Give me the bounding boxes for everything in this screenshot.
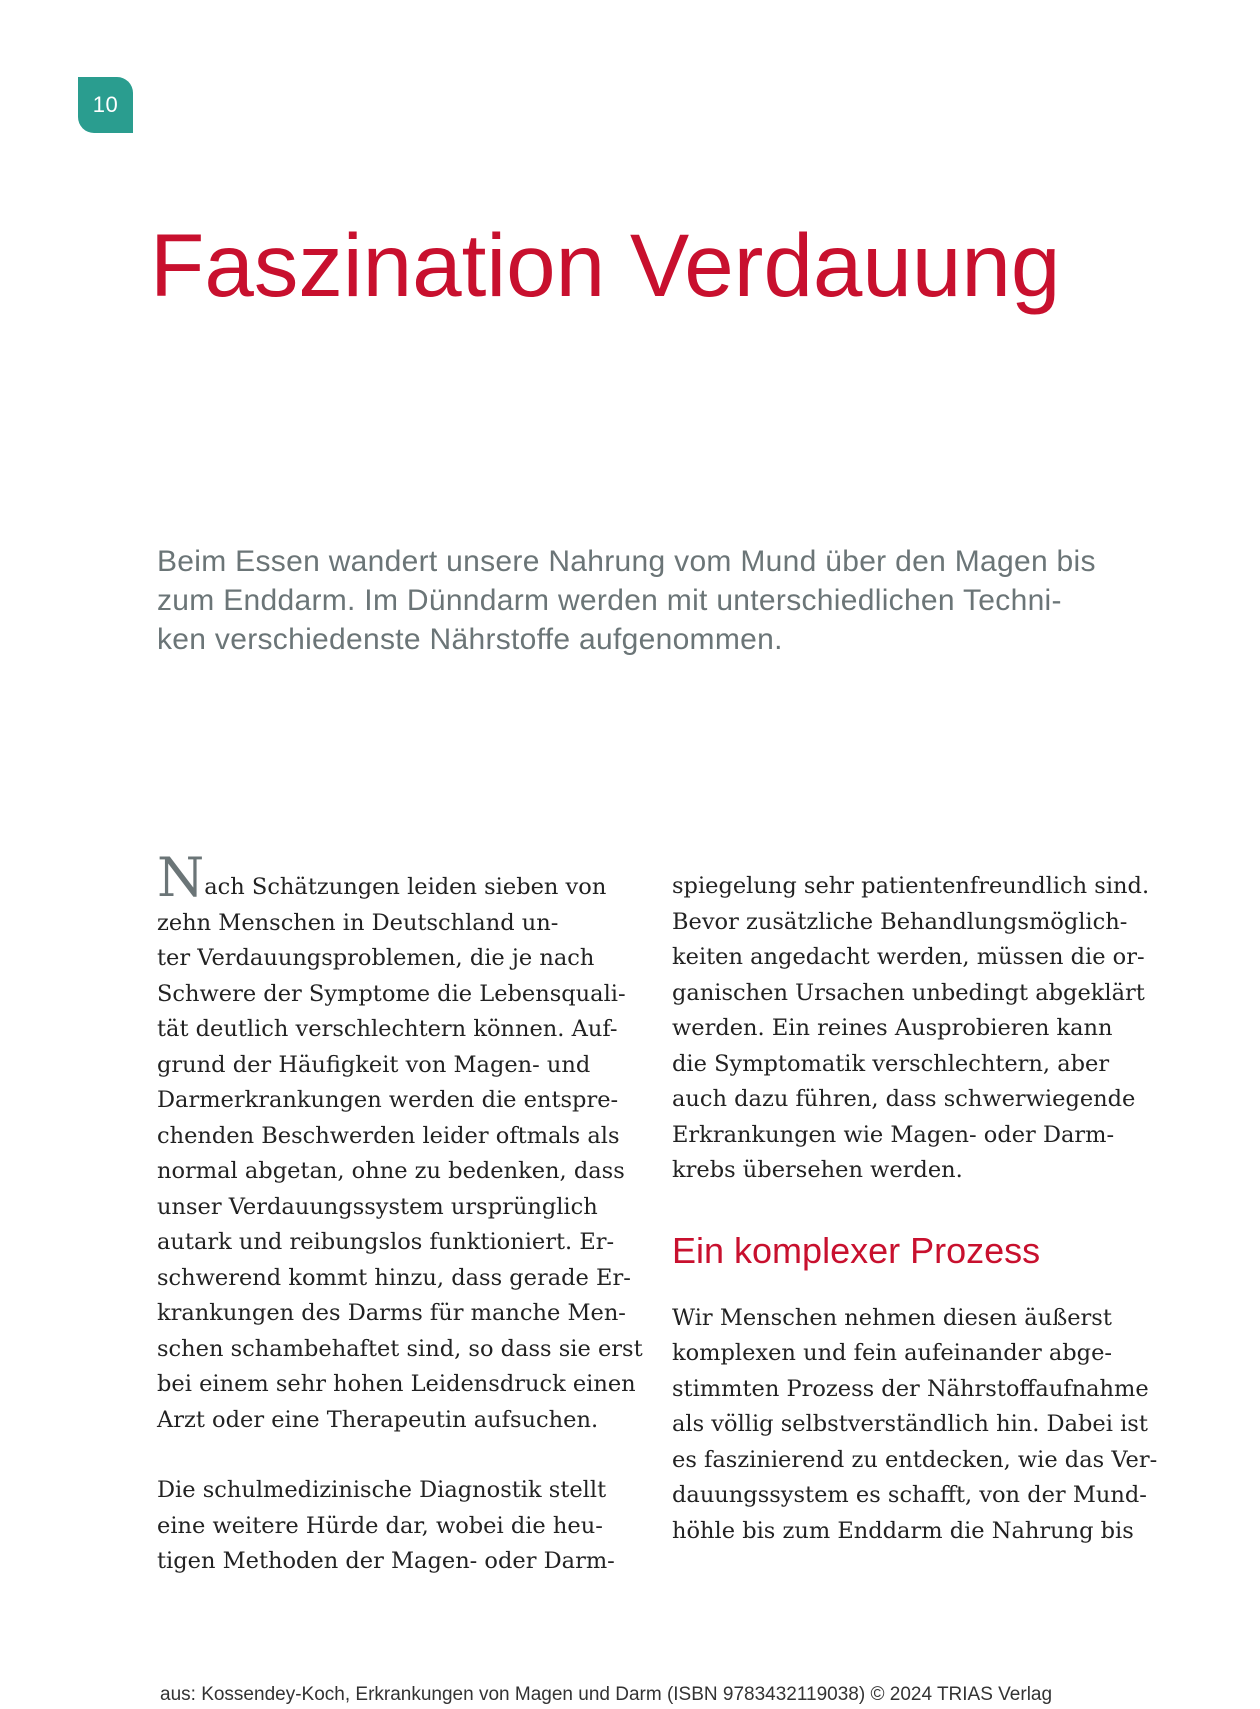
body-line: die Symptomatik verschlechtern, aber	[672, 1050, 1110, 1077]
body-line: werden. Ein reines Ausprobieren kann	[672, 1015, 1113, 1041]
paragraph-gap	[157, 1438, 627, 1473]
right-column	[672, 869, 1158, 1549]
page-title: Faszination Verdauung	[150, 215, 1061, 315]
source-footer: aus: Kossendey-Koch, Erkrankungen von Magen und Darm (ISBN 9783432119038) © 2024 TRIAS Verlag	[160, 1684, 1053, 1705]
body-line: autark und reibungslos funktioniert. Er-	[157, 1229, 615, 1255]
body-line: krankungen des Darms für manche Men-	[157, 1300, 626, 1326]
lead-line: zum Enddarm. Im Dünndarm werden mit unterschiedlichen Techni-	[157, 584, 1062, 617]
body-line: zehn Menschen in Deutschland un-	[157, 909, 559, 936]
body-line: tät deutlich verschlechtern können. Auf-	[157, 1016, 618, 1042]
lead-line: ken verschiedenste Nährstoffe aufgenommen.	[157, 623, 783, 656]
body-line: unser Verdauungssystem ursprünglich	[157, 1193, 598, 1220]
body-line: es faszinierend zu entdecken, wie das Ver-	[672, 1446, 1158, 1473]
dropcap: N	[157, 846, 205, 909]
body-line: schwerend kommt hinzu, dass gerade Er-	[157, 1264, 631, 1291]
body-line: Schwere der Symptome die Lebensquali-	[157, 980, 626, 1007]
body-line: dauungssystem es schafft, von der Mund-	[672, 1482, 1147, 1508]
lead-line: Beim Essen wandert unsere Nahrung vom Mund über den Magen bis	[157, 545, 1096, 578]
body-line: höhle bis zum Enddarm die Nahrung bis	[672, 1517, 1134, 1544]
lead-paragraph	[157, 542, 1147, 659]
section-subheading: Ein komplexer Prozess	[672, 1229, 1041, 1271]
body-line: komplexen und fein aufeinander abge-	[672, 1340, 1113, 1366]
body-line: chenden Beschwerden leider oftmals als	[157, 1122, 620, 1149]
body-line: schen schambehaftet sind, so dass sie erst	[157, 1335, 643, 1362]
body-line: als völlig selbstverständlich hin. Dabei ist	[672, 1411, 1148, 1437]
body-line: Darmerkrankungen werden die entspre-	[157, 1087, 619, 1113]
body-line: stimmten Prozess der Nährstoffaufnahme	[672, 1375, 1149, 1402]
body-line: Nach Schätzungen leiden sieben von	[157, 846, 607, 909]
body-line: eine weitere Hürde dar, wobei die heu-	[157, 1512, 603, 1539]
body-line: spiegelung sehr patientenfreundlich sind.	[672, 873, 1150, 899]
body-line: auch dazu führen, dass schwerwiegende	[672, 1086, 1136, 1112]
body-line: ganischen Ursachen unbedingt abgeklärt	[672, 979, 1145, 1006]
page-number-badge: 10	[78, 77, 133, 133]
body-line: Arzt oder eine Therapeutin aufsuchen.	[157, 1406, 599, 1433]
body-line: Bevor zusätzliche Behandlungsmöglich-	[672, 908, 1128, 935]
body-line: normal abgetan, ohne zu bedenken, dass	[157, 1158, 625, 1184]
body-line: grund der Häufigkeit von Magen- und	[157, 1051, 591, 1078]
body-line: Erkrankungen wie Magen- oder Darm-	[672, 1121, 1115, 1148]
body-line: Die schulmedizinische Diagnostik stellt	[157, 1477, 607, 1503]
body-line: bei einem sehr hohen Leidensdruck einen	[157, 1371, 636, 1397]
body-line: Wir Menschen nehmen diesen äußerst	[672, 1304, 1112, 1331]
body-line: keiten angedacht werden, müssen die or-	[672, 944, 1145, 970]
body-line: krebs übersehen werden.	[672, 1157, 963, 1183]
body-line: tigen Methoden der Magen- oder Darm-	[157, 1548, 615, 1574]
left-column	[157, 846, 643, 1580]
body-line: ter Verdauungsproblemen, die je nach	[157, 945, 595, 971]
